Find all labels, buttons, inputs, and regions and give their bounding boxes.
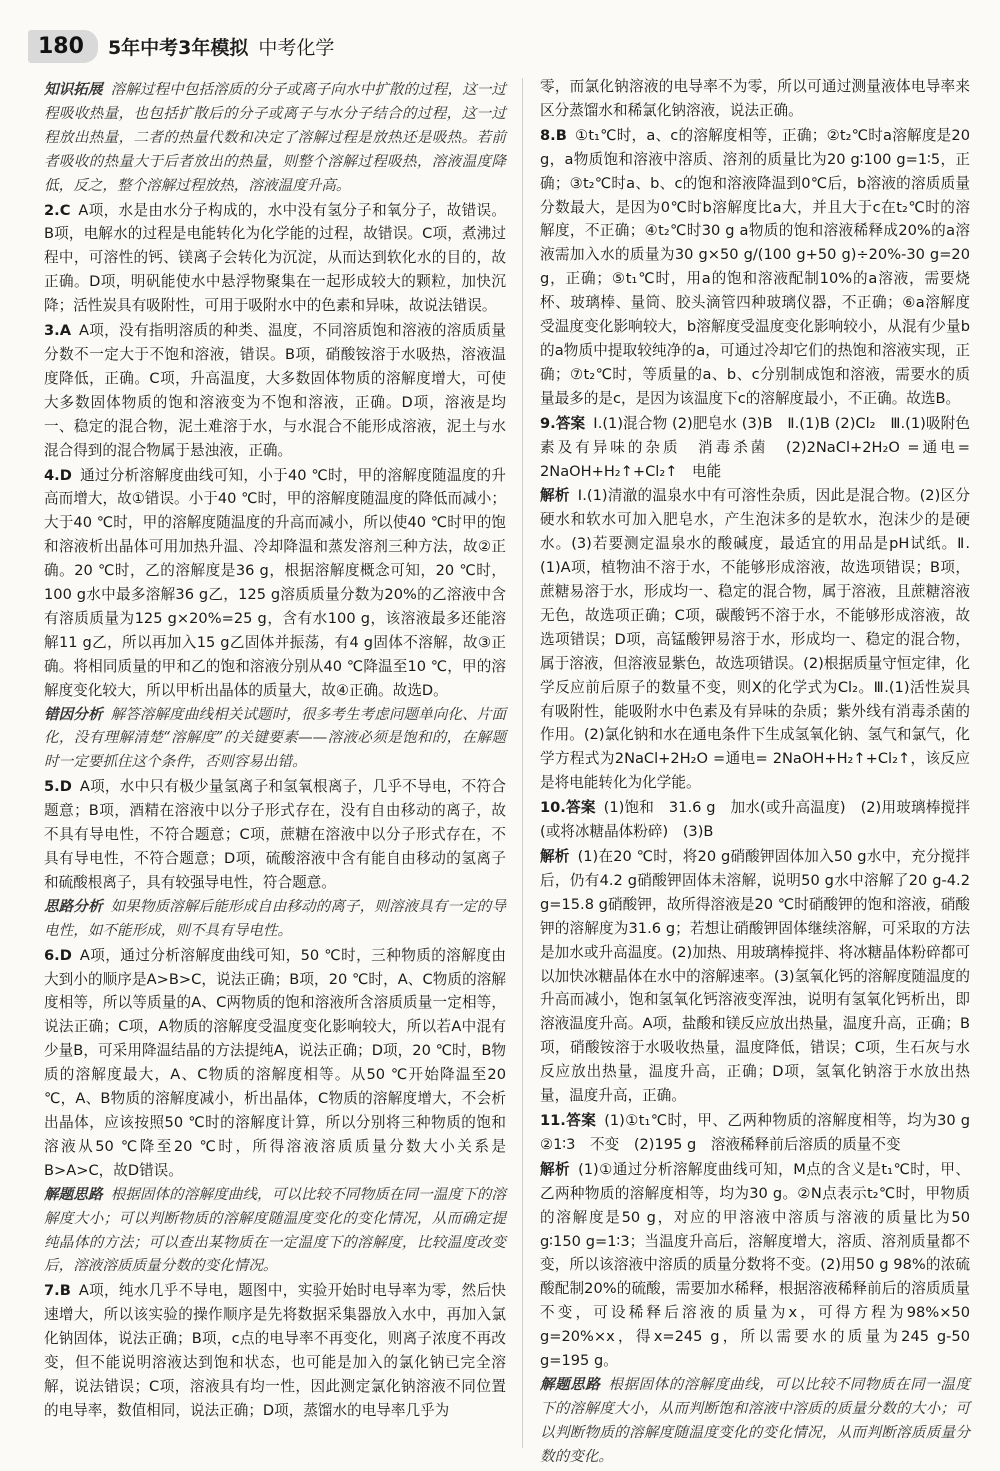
answer-text: 解答溶解度曲线相关试题时，很多考生考虑问题单向化、片面化，没有理解清楚“溶解度”的关键要素——溶液必须是饱和的，在解题时一定要抓住这个条件，否则容易出错。 xyxy=(44,705,506,771)
answer-label: 解析 xyxy=(540,848,570,865)
answer-label: 6.D xyxy=(44,946,72,964)
answer-paragraph xyxy=(540,75,970,123)
tip-paragraph xyxy=(44,895,506,943)
answer-text: 溶解过程中包括溶质的分子或离子向水中扩散的过程，这一过程吸收热量，也包括扩散后的分子或离子与水分子结合的过程，这一过程放出热量，二者的热量代数和决定了溶解过程是放热还是吸热。若前者吸收的热量大于后者放出的热量，则整个溶解过程吸热，溶液温度降低，反之，整个溶解过程放热，溶液温度升高。 xyxy=(44,81,506,194)
answer-label: 解析 xyxy=(540,487,570,505)
answer-paragraph xyxy=(540,124,970,411)
answer-text: 零，而氯化钠溶液的电导率不为零，所以可通过测量液体电导率来区分蒸馏水和稀氯化钠溶液，说法正确。 xyxy=(540,78,970,119)
answer-text: ①t₁℃时，a、c的溶解度相等，正确；②t₂℃时a溶解度是20 g，a物质饱和溶液中溶质、溶剂的质量比为20 g∶100 g=1∶5，正确；③t₂℃时a、b、c的饱和溶液降温到0℃后，b溶液的溶质质量分数最大，是因为0℃时b溶解度比a大，并且大于c在t₂℃时的溶解度，不正确；④t₂℃时30 g a物质的饱和溶液稀释成20%的a溶液需加入水的质量为30 g×50 g/(100 g+50 g)÷20%-30 g=20 g，正确；⑤t₁℃时，用a的饱和溶液配制10%的a溶液，需要烧杯、玻璃棒、量筒、胶头滴管四种玻璃仪器，不正确；⑥a溶解度受温度变化影响较大，b溶解度受温度变化影响较小，从混有少量b的a物质中提取较纯净的a，可通过冷却它们的热饱和溶液实现，正确；⑦t₂℃时，等质量的a、b、c分别制成饱和溶液，需要水的质量最多的是c，是因为该温度下c的溶解度最小，不正确。故选B。 xyxy=(540,126,970,407)
answer-text: A项，水中只有极少量氢离子和氢氧根离子，几乎不导电，不符合题意；B项，酒精在溶液中以分子形式存在，没有自由移动的离子，故不具有导电性，不符合题意；C项，蔗糖在溶液中以分子形式存在，不具有导电性，不符合题意；D项，硫酸溶液中含有能自由移动的氢离子和硫酸根离子，具有较强导电性，符合题意。 xyxy=(44,778,506,891)
answer-text: Ⅰ.(1)清澈的温泉水中有可溶性杂质，因此是混合物。(2)区分硬水和软水可加入肥皂水，产生泡沫多的是软水，泡沫少的是硬水。(3)若要测定温泉水的酸碱度，最适宜的用品是pH试纸。Ⅱ.(1)A项，植物油不溶于水，不能够形成溶液，故选项错误；B项，蔗糖易溶于水，形成均一、稳定的混合物，属于溶液，且蔗糖溶液无色，故选项正确；C项，碳酸钙不溶于水，不能够形成溶液，故选项错误；D项，高锰酸钾易溶于水，形成均一、稳定的混合物，属于溶液，但溶液显紫色，故选项错误。(2)根据质量守恒定律，化学反应前后原子的数量不变，则X的化学式为Cl₂。Ⅲ.(1)活性炭具有吸附性，能吸附水中色素及有异味的杂质；紫外线有消毒杀菌的作用。(2)氯化钠和水在通电条件下生成氢氧化钠、氢气和氯气，化学方程式为2NaCl+2H₂O =通电= 2NaOH+H₂↑+Cl₂↑，该反应是将电能转化为化学能。 xyxy=(540,487,970,792)
answer-paragraph xyxy=(44,944,506,1183)
answer-paragraph xyxy=(540,845,970,1108)
answer-paragraph xyxy=(44,319,506,462)
answer-paragraph xyxy=(44,464,506,703)
answer-paragraph xyxy=(540,796,970,844)
page-number: 180 xyxy=(28,30,98,63)
answer-paragraph xyxy=(540,1109,985,1157)
answer-text: A项，没有指明溶质的种类、温度，不同溶质饱和溶液的溶质质量分数不一定大于不饱和溶液，错误。B项，硝酸铵溶于水吸热，溶液温度降低，正确。C项，升高温度，大多数固体物质的溶解度增大，可使大多数固体物质的饱和溶液变为不饱和溶液，正确。D项，溶液是均一、稳定的混合物，泥土难溶于水，与水混合不能形成溶液，泥土与水混合得到的混合物属于悬浊液，正确。 xyxy=(44,322,506,459)
tip-paragraph xyxy=(44,1183,506,1279)
tip-paragraph xyxy=(44,78,506,198)
answer-label: 2.C xyxy=(44,201,71,219)
answer-label: 8.B xyxy=(540,126,567,144)
answer-text: (1)在20 ℃时，将20 g硝酸钾固体加入50 g水中，充分搅拌后，仍有4.2 g硝酸钾固体未溶解，说明50 g水中溶解了20 g-4.2 g=15.8 g硝酸钾，故所得溶液是20 ℃时硝酸钾的饱和溶液，硝酸钾的溶解度为31.6 g；若想让硝酸钾固体继续溶解，可采取的方法是加水或升高温度。(2)加热、用玻璃棒搅拌、将冰糖晶体粉碎都可以加快冰糖晶体在水中的溶解速率。(3)氢氧化钙的溶解度随温度的升高而减小，饱和氢氧化钙溶液变浑浊，说明有氢氧化钙析出，即溶液温度升高。A项，盐酸和镁反应放出热量，温度升高，正确；B项，硝酸铵溶于水吸收热量，温度降低，错误；C项，生石灰与水反应放出热量，温度升高，正确；D项，氢氧化钠溶于水放出热量，温度升高，正确。 xyxy=(540,848,970,1105)
tip-paragraph xyxy=(540,1373,970,1469)
answer-label: 11.答案 xyxy=(540,1111,597,1129)
answer-label: 思路分析 xyxy=(44,897,103,915)
subject-label: 中考化学 xyxy=(258,36,335,59)
answer-text: 通过分析溶解度曲线可知，小于40 ℃时，甲的溶解度随温度的升高而增大，故①错误。小于40 ℃时，甲的溶解度随温度的降低而减小；大于40 ℃时，甲的溶解度随温度的升高而减小，所以使40 ℃时甲的饱和溶液析出晶体可用加热升温、冷却降温和蒸发溶剂三种方法，故②正确。20 ℃时，乙的溶解度是36 g，根据溶解度概念可知，20 ℃时，100 g水中最多溶解36 g乙，125 g溶质质量分数为20%的乙溶液中含有溶质质量为125 g×20%=25 g，含有水100 g，该溶液最多还能溶解11 g乙，所以再加入15 g乙固体并振荡，有4 g固体不溶解，故③正确。将相同质量的甲和乙的饱和溶液分别从40 ℃降温至10 ℃，甲的溶解度变化较大，所以甲析出晶体的质量大，故④正确。故选D。 xyxy=(44,466,506,699)
answer-text: (1)饱和 31.6 g 加水(或升高温度) (2)用玻璃棒搅拌(或将冰糖晶体粉碎) (3)B xyxy=(540,799,970,841)
page-header xyxy=(28,28,334,64)
answer-label: 9.答案 xyxy=(540,414,586,432)
answer-text: (1)①t₁℃时，甲、乙两种物质的溶解度相等，均为30 g ②1∶3 不变 (2)195 g 溶液稀释前后溶质的质量不变 xyxy=(540,1111,985,1153)
answer-paragraph xyxy=(540,484,970,795)
answer-paragraph xyxy=(44,775,506,895)
answer-text: A项，水是由水分子构成的，水中没有氢分子和氧分子，故错误。B项，电解水的过程是电能转化为化学能的过程，故错误。C项，煮沸过程中，可溶性的钙、镁离子会转化为沉淀，从而达到软化水的目的，故正确。D项，明矾能使水中悬浮物聚集在一起形成较大的颗粒，加快沉降；活性炭具有吸附性，可用于吸附水中的色素和异味，故说法错误。 xyxy=(44,201,506,315)
book-title: 5年中考3年模拟 xyxy=(107,36,249,59)
answer-text: A项，纯水几乎不导电，题图中，实验开始时电导率为零，然后快速增大，所以该实验的操作顺序是先将数据采集器放入水中，再加入氯化钠固体，说法正确；B项，c点的电导率不再变化，则离子浓度不再改变，但不能说明溶液达到饱和状态，也可能是加入的氯化钠已完全溶解，说法错误；C项，溶液具有均一性，因此测定氯化钠溶液不同位置的电导率，数值相同，说法正确；D项，蒸馏水的电导率几乎为 xyxy=(44,1282,506,1419)
column-divider xyxy=(522,78,523,1448)
answer-label: 4.D xyxy=(44,466,72,484)
answer-label: 10.答案 xyxy=(540,799,596,817)
answer-paragraph xyxy=(540,412,970,484)
answer-text: Ⅰ.(1)混合物 (2)肥皂水 (3)B Ⅱ.(1)B (2)Cl₂ Ⅲ.(1)吸附色素及有异味的杂质 消毒杀菌 (2)2NaCl+2H₂O =通电= 2NaOH+H₂↑+Cl₂↑ 电能 xyxy=(540,414,970,480)
answer-text: 根据固体的溶解度曲线，可以比较不同物质在同一温度下的溶解度大小；可以判断物质的溶解度随温度变化的变化情况，从而确定提纯晶体的方法；可以查出某物质在一定温度下的溶解度，比较温度改变后，溶液溶质质量分数的变化情况。 xyxy=(44,1185,506,1275)
answer-label: 错因分析 xyxy=(44,705,103,723)
answer-label: 解题思路 xyxy=(540,1375,601,1393)
answer-label: 7.B xyxy=(44,1282,71,1300)
answer-label: 解题思路 xyxy=(44,1185,103,1203)
answer-label: 5.D xyxy=(44,778,72,796)
answer-text: 根据固体的溶解度曲线，可以比较不同物质在同一温度下的溶解度大小，从而判断饱和溶液中溶质的质量分数的大小；可以判断物质的溶解度随温度变化的变化情况，从而判断溶质质量分数的变化。 xyxy=(540,1375,970,1465)
answer-text: (1)①通过分析溶解度曲线可知，M点的含义是t₁℃时，甲、乙两种物质的溶解度相等，均为30 g。②N点表示t₂℃时，甲物质的溶解度是50 g，对应的甲溶液中溶质与溶液的质量比为50 g∶150 g=1∶3；当温度升高后，溶解度增大，溶质、溶剂质量都不变，所以该溶液中溶质的质量分数将不变。(2)用50 g 98%的浓硫酸配制20%的硫酸，需要加水稀释，根据溶液稀释前后的溶质质量不变，可设稀释后溶液的质量为x，可得方程为98%×50 g=20%×x，得x=245 g，所以需要水的质量为245 g-50 g=195 g。 xyxy=(540,1160,970,1370)
answer-text: A项，通过分析溶解度曲线可知，50 ℃时，三种物质的溶解度由大到小的顺序是A>B>C，说法正确；B项，20 ℃时，A、C物质的溶解度相等，所以等质量的A、C两物质的饱和溶液所含溶质质量一定相等，说法正确；C项，A物质的溶解度受温度变化影响较大，所以若A中混有少量B，可采用降温结晶的方法提纯A，说法正确；D项，20 ℃时，B物质的溶解度最大，A、C物质的溶解度相等。从50 ℃开始降温至20 ℃，A、B物质的溶解度减小，析出晶体，C物质的溶解度增大，不会析出晶体，应该按照50 ℃时的溶解度计算，所以分别将三种物质的饱和溶液从50 ℃降至20 ℃时，所得溶液溶质质量分数大小关系是B>A>C，故D错误。 xyxy=(44,946,506,1179)
answer-label: 3.A xyxy=(44,322,71,340)
answer-paragraph xyxy=(540,1158,970,1373)
right-column xyxy=(540,74,985,1469)
answer-label: 知识拓展 xyxy=(44,81,103,98)
answer-paragraph xyxy=(44,1279,506,1422)
tip-paragraph xyxy=(44,703,506,775)
answer-label: 解析 xyxy=(540,1160,571,1178)
answer-text: 如果物质溶解后能形成自由移动的离子，则溶液具有一定的导电性，如不能形成，则不具有导电性。 xyxy=(44,897,506,939)
answer-paragraph xyxy=(44,199,506,319)
left-column xyxy=(44,78,506,1423)
